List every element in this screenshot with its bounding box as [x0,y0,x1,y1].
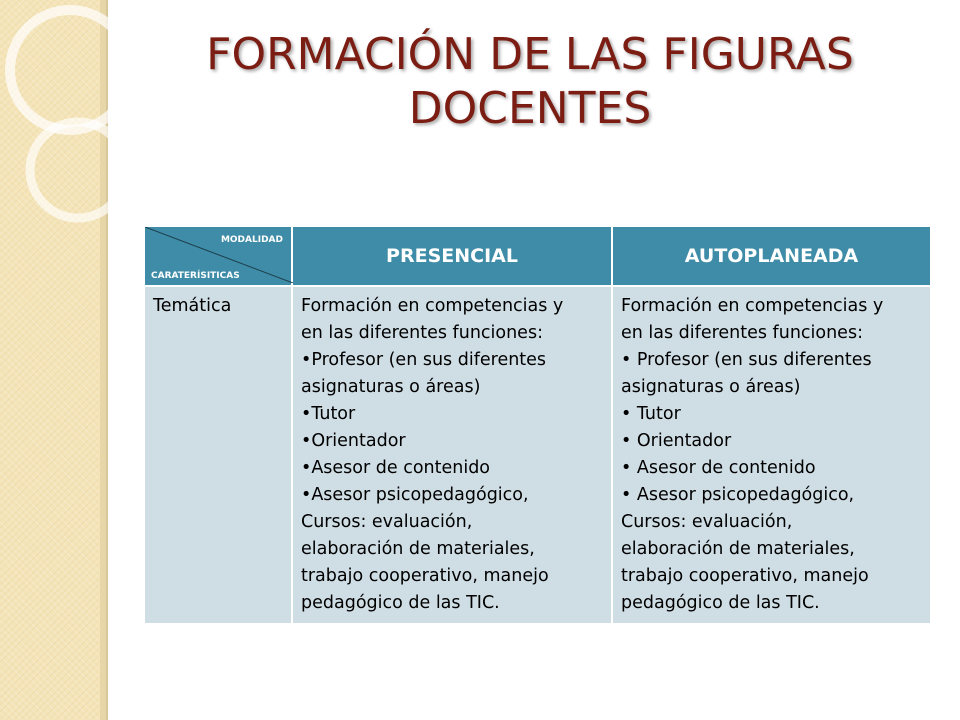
header-autoplaneada: AUTOPLANEADA [612,226,931,286]
autoplaneada-line: • Asesor psicopedagógico, [621,485,855,505]
presencial-line: •Asesor de contenido [301,458,491,478]
title-line-1: FORMACIÓN DE LAS FIGURAS [206,29,854,80]
presencial-line: Cursos: evaluación, [301,512,473,532]
corner-label-modalidad: MODALIDAD [220,235,283,245]
title-line-2: DOCENTES [408,83,652,134]
presencial-line: Formación en competencias y [301,296,564,316]
presencial-line: elaboración de materiales, [301,539,535,559]
comparison-table [143,225,932,625]
deco-circle-small [30,122,126,218]
presencial-line: en las diferentes funciones: [301,323,543,343]
corner-label-caracteristicas: CARATERÍSITICAS [151,271,240,281]
slide-title [140,28,920,136]
autoplaneada-line: • Tutor [621,404,681,424]
autoplaneada-line: • Asesor de contenido [621,458,816,478]
cell-presencial [292,286,612,624]
corner-header-cell [144,226,292,286]
autoplaneada-line: • Profesor (en sus diferentes [621,350,872,370]
autoplaneada-line: pedagógico de las TIC. [621,593,820,613]
presencial-line: •Asesor psicopedagógico, [301,485,529,505]
header-presencial: PRESENCIAL [292,226,612,286]
presencial-line: asignaturas o áreas) [301,377,481,397]
table-row [144,286,931,624]
autoplaneada-line: • Orientador [621,431,732,451]
autoplaneada-line: trabajo cooperativo, manejo [621,566,869,586]
presencial-line: trabajo cooperativo, manejo [301,566,549,586]
autoplaneada-line: Formación en competencias y [621,296,884,316]
table-header-row [144,226,931,286]
presencial-line: pedagógico de las TIC. [301,593,500,613]
cell-autoplaneada [612,286,931,624]
autoplaneada-line: en las diferentes funciones: [621,323,863,343]
row-label-tematica: Temática [144,286,292,624]
presencial-line: •Tutor [301,404,356,424]
decorative-circles [0,0,140,260]
autoplaneada-line: Cursos: evaluación, [621,512,793,532]
presencial-line: •Orientador [301,431,406,451]
presencial-line: •Profesor (en sus diferentes [301,350,547,370]
deco-circle-large [10,10,130,130]
autoplaneada-line: asignaturas o áreas) [621,377,801,397]
autoplaneada-line: elaboración de materiales, [621,539,855,559]
